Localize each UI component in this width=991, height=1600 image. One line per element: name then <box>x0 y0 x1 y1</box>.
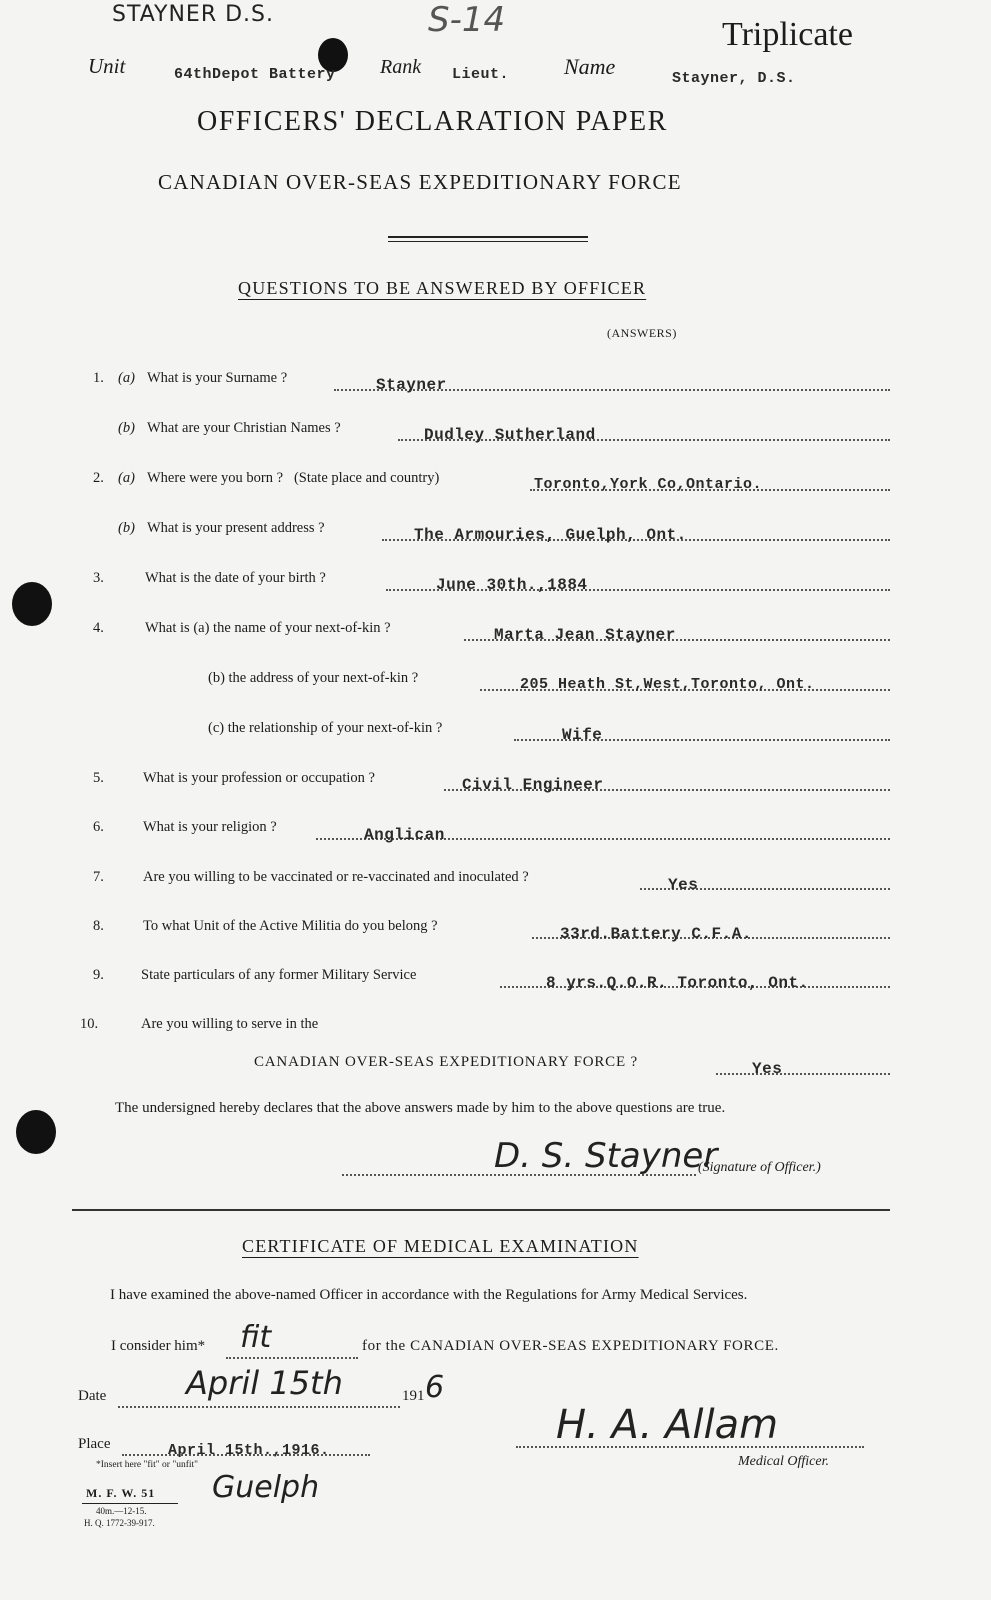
question-sub: (b) <box>118 520 135 536</box>
question-text: Where were you born ? (State place and country) <box>147 470 440 486</box>
question-text-continued: CANADIAN OVER-SEAS EXPEDITIONARY FORCE ? <box>254 1054 638 1070</box>
question-number: 3. <box>93 570 104 586</box>
unit-label: Unit <box>88 54 126 78</box>
question-text: What is your Surname ? <box>147 370 288 386</box>
answer-religion: Anglican <box>364 826 445 844</box>
date-line <box>118 1406 400 1408</box>
answer-militia-unit: 33rd.Battery C.F.A. <box>560 925 752 943</box>
question-text: What are your Christian Names ? <box>147 420 341 436</box>
answer-address: The Armouries, Guelph, Ont. <box>414 526 687 544</box>
fitness-value: fit <box>240 1320 272 1355</box>
question-number: 7. <box>93 869 104 885</box>
question-sub: (b) <box>118 420 135 436</box>
answer-kin-address: 205 Heath St,West,Toronto, Ont. <box>520 676 815 693</box>
insert-note: *Insert here "fit" or "unfit" <box>96 1460 199 1470</box>
divider <box>388 236 588 238</box>
signature-label: (Signature of Officer.) <box>698 1160 821 1175</box>
unit-value: 64thDepot Battery <box>174 66 336 83</box>
date-year: 191 <box>402 1388 425 1404</box>
question-sub: (a) <box>118 470 135 486</box>
answer-vaccination: Yes <box>668 876 699 894</box>
place-line <box>122 1454 370 1456</box>
divider <box>388 241 588 242</box>
question-text: What is your present address ? <box>147 520 325 536</box>
consider-prefix: I consider him* <box>111 1338 206 1354</box>
questions-heading: QUESTIONS TO BE ANSWERED BY OFFICER <box>238 278 647 298</box>
place-handwritten: Guelph <box>212 1470 320 1505</box>
date-value: April 15th <box>186 1364 343 1402</box>
medical-heading: CERTIFICATE OF MEDICAL EXAMINATION <box>242 1236 639 1256</box>
answer-line <box>716 1073 890 1075</box>
answer-birthplace: Toronto,York Co,Ontario. <box>534 476 763 493</box>
rank-value: Lieut. <box>452 66 510 83</box>
question-number: 1. <box>93 370 104 386</box>
place-label: Place <box>78 1436 111 1452</box>
question-number: 8. <box>93 918 104 934</box>
copy-label: Triplicate <box>722 16 853 53</box>
form-code-rule <box>82 1503 178 1504</box>
answer-military-service: 8 yrs.Q.O.R. Toronto, Ont. <box>546 974 809 992</box>
place-typed-date: April 15th.,1916. <box>168 1442 330 1459</box>
date-label: Date <box>78 1388 107 1404</box>
question-sub: (a) <box>118 370 135 386</box>
medical-officer-label: Medical Officer. <box>738 1454 829 1469</box>
medical-paragraph: I have examined the above-named Officer in accordance with the Regulations for Army Medical Services. <box>110 1287 748 1303</box>
declaration-text: The undersigned hereby declares that the above answers made by him to the above questions are true. <box>115 1100 726 1116</box>
handwritten-name: STAYNER D.S. <box>112 2 275 27</box>
question-text: What is your religion ? <box>143 819 277 835</box>
form-title: OFFICERS' DECLARATION PAPER <box>197 106 668 137</box>
answer-relationship: Wife <box>562 726 603 744</box>
punch-hole <box>16 1110 56 1154</box>
question-text: (b) the address of your next-of-kin ? <box>208 670 419 686</box>
officer-signature: D. S. Stayner <box>494 1136 718 1176</box>
question-text: Are you willing to serve in the <box>141 1016 319 1032</box>
answer-willing-to-serve: Yes <box>752 1060 783 1078</box>
answer-birth-date: June 30th.,1884 <box>436 576 588 594</box>
form-code-line2: 40m.—12-15. <box>96 1506 147 1516</box>
form-subtitle: CANADIAN OVER-SEAS EXPEDITIONARY FORCE <box>158 170 682 194</box>
question-number: 5. <box>93 770 104 786</box>
medical-officer-signature: H. A. Allam <box>556 1402 779 1448</box>
form-code-line3: H. Q. 1772-39-917. <box>84 1518 155 1528</box>
question-text: State particulars of any former Military Service <box>141 967 417 983</box>
section-divider <box>72 1209 890 1211</box>
question-number: 2. <box>93 470 104 486</box>
form-code: M. F. W. 51 <box>86 1486 156 1500</box>
question-number: 6. <box>93 819 104 835</box>
file-number: S-14 <box>428 0 506 40</box>
question-text: What is (a) the name of your next-of-kin ? <box>145 620 391 636</box>
punch-hole <box>12 582 52 626</box>
answer-surname: Stayner <box>376 376 447 394</box>
question-text: (c) the relationship of your next-of-kin ? <box>208 720 443 736</box>
name-value: Stayner, D.S. <box>672 70 796 87</box>
answer-occupation: Civil Engineer <box>462 776 604 794</box>
answer-christian-names: Dudley Sutherland <box>424 426 596 444</box>
answers-label: (ANSWERS) <box>607 326 677 340</box>
question-number: 4. <box>93 620 104 636</box>
question-text: To what Unit of the Active Militia do you belong ? <box>143 918 438 934</box>
question-number: 10. <box>80 1016 99 1032</box>
question-number: 9. <box>93 967 104 983</box>
question-text: What is your profession or occupation ? <box>143 770 375 786</box>
consider-suffix: for the CANADIAN OVER-SEAS EXPEDITIONARY FORCE. <box>362 1338 779 1354</box>
fitness-line <box>226 1357 358 1359</box>
question-text: Are you willing to be vaccinated or re-vaccinated and inoculated ? <box>143 869 529 885</box>
rank-label: Rank <box>380 56 422 78</box>
question-text: What is the date of your birth ? <box>145 570 326 586</box>
name-label: Name <box>564 54 616 79</box>
answer-next-of-kin: Marta Jean Stayner <box>494 626 676 644</box>
date-year-digit: 6 <box>425 1370 445 1405</box>
